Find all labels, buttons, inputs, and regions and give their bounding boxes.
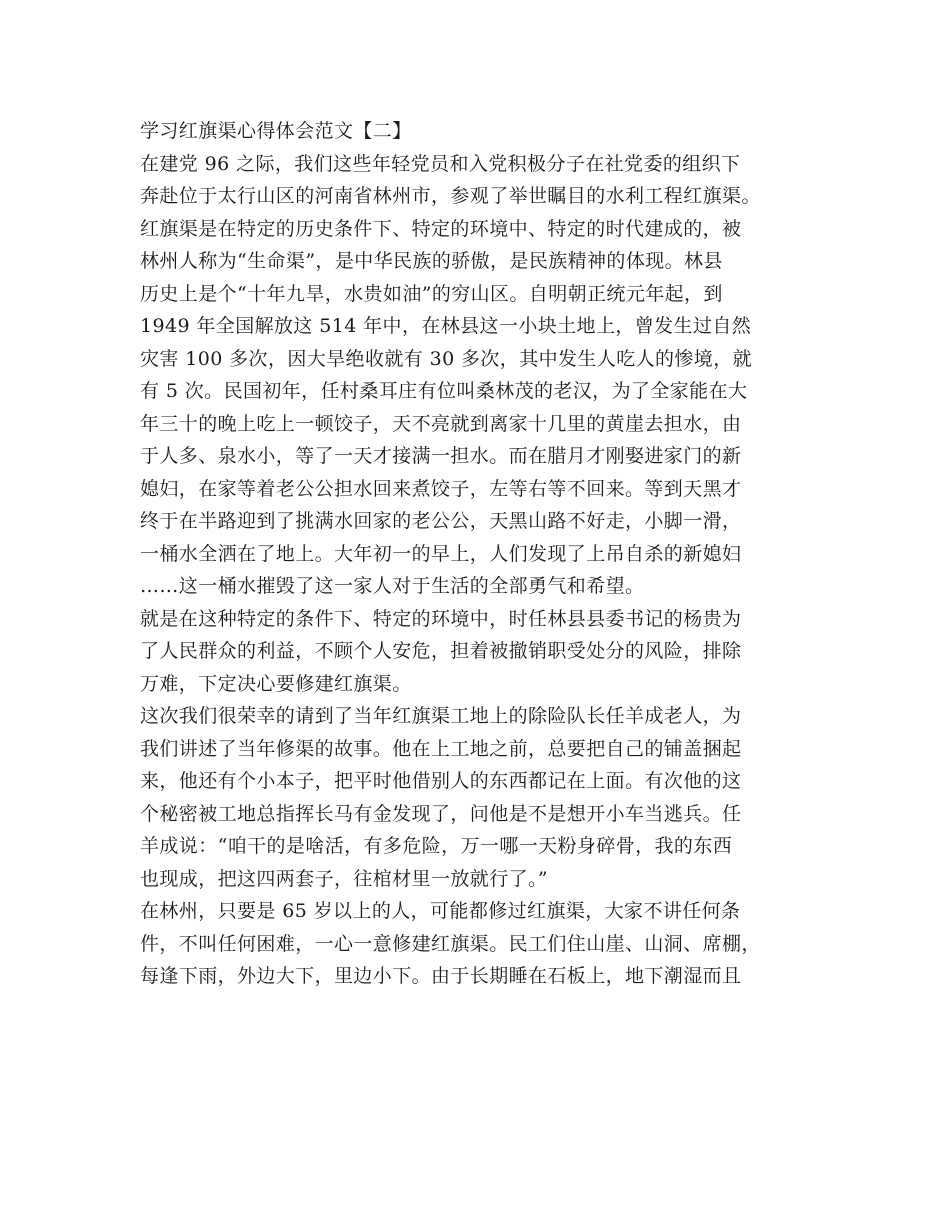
- text-line: 年三十的晚上吃上一顿饺子，天不亮就到离家十几里的黄崖去担水，由: [140, 412, 742, 435]
- text-line: 这次我们很荣幸的请到了当年红旗渠工地上的除险队长任羊成老人，为: [140, 705, 742, 727]
- text-line: 了人民群众的利益，不顾个人安危，担着被撤销职受处分的风险，排除: [140, 640, 742, 662]
- text-line: 也现成，把这四两套子，往棺材里一放就行了。”: [140, 867, 549, 890]
- text-line: 每逢下雨，外边大下，里边小下。由于长期睡在石板上，地下潮湿而且: [140, 965, 742, 987]
- text-line: 来，他还有个小本子，把平时他借别人的东西都记在上面。有次他的这: [140, 770, 742, 792]
- text-line: 就是在这种特定的条件下、特定的环境中，时任林县县委书记的杨贵为: [140, 607, 742, 630]
- text-line: ……这一桶水摧毁了这一家人对于生活的全部勇气和希望。: [140, 575, 645, 597]
- text-line: 红旗渠是在特定的历史条件下、特定的环境中、特定的时代建成的，被: [140, 217, 742, 240]
- text-line: 件，不叫任何困难，一心一意修建红旗渠。民工们住山崖、山洞、席棚，: [140, 932, 761, 955]
- document-body: [140, 115, 840, 993]
- text-line: 奔赴位于太行山区的河南省林州市，参观了举世瞩目的水利工程红旗渠。: [140, 185, 761, 207]
- text-line: 有 5 次。民国初年，任村桑耳庄有位叫桑林茂的老汉，为了全家能在大: [140, 380, 748, 402]
- document-title: 学习红旗渠心得体会范文【二】: [140, 120, 412, 142]
- text-line: 灾害 100 多次，因大旱绝收就有 30 多次，其中发生人吃人的惨境，就: [140, 347, 753, 370]
- text-line: 羊成说：“咱干的是啥活，有多危险，万一哪一天粉身碎骨，我的东西: [140, 835, 733, 857]
- text-line: 于人多、泉水小，等了一天才接满一担水。而在腊月才刚娶进家门的新: [140, 445, 742, 467]
- text-line: 万难，下定决心要修建红旗渠。: [140, 672, 412, 695]
- text-line: 媳妇，在家等着老公公担水回来煮饺子，左等右等不回来。等到天黑才: [140, 477, 742, 500]
- text-line: 个秘密被工地总指挥长马有金发现了，问他是不是想开小车当逃兵。任: [140, 802, 742, 825]
- text-line: 在建党 96 之际，我们这些年轻党员和入党积极分子在社党委的组织下: [140, 152, 741, 175]
- text-line: 林州人称为“生命渠”，是中华民族的骄傲，是民族精神的体现。林县: [140, 250, 723, 272]
- text-line: 历史上是个“十年九旱，水贵如油”的穷山区。自明朝正统元年起，到: [140, 282, 723, 305]
- text-line: 1949 年全国解放这 514 年中，在林县这一小块土地上，曾发生过自然: [140, 315, 752, 337]
- text-line: 在林州，只要是 65 岁以上的人，可能都修过红旗渠，大家不讲任何条: [140, 900, 741, 922]
- text-line: 一桶水全洒在了地上。大年初一的早上，人们发现了上吊自杀的新媳妇: [140, 542, 742, 565]
- text-line: 终于在半路迎到了挑满水回家的老公公，天黑山路不好走，小脚一滑，: [140, 510, 742, 532]
- text-line: 我们讲述了当年修渠的故事。他在上工地之前，总要把自己的铺盖捆起: [140, 737, 742, 760]
